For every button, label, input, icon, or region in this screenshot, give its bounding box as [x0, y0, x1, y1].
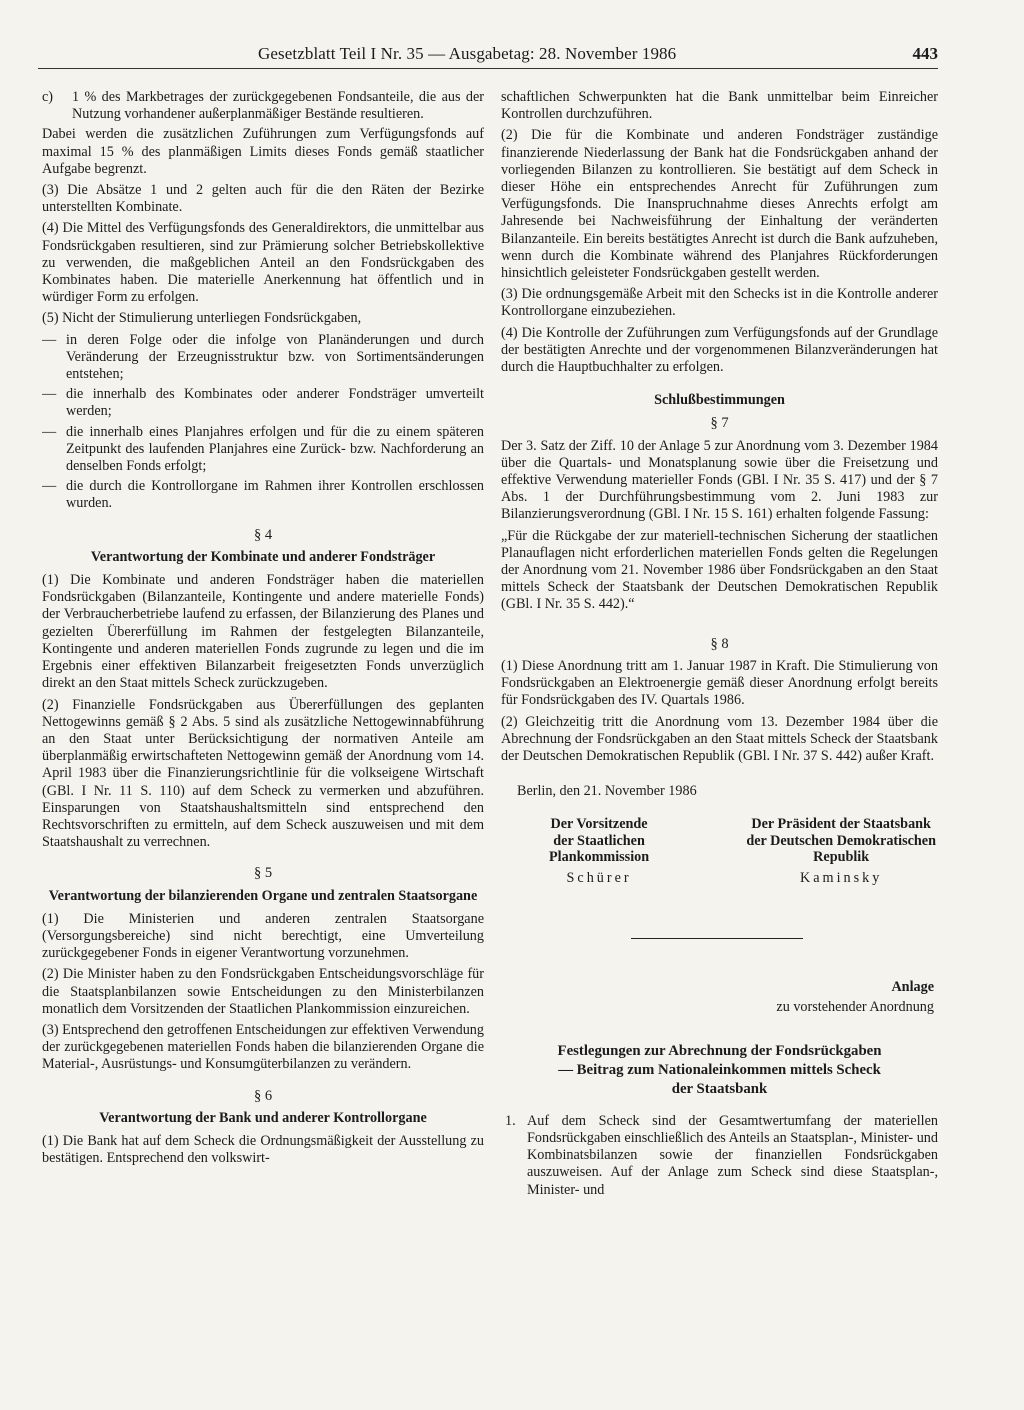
- signatory-name: Schürer: [566, 869, 632, 886]
- section-number: § 5: [253, 865, 273, 882]
- annex-title: [501, 1042, 938, 1099]
- paragraph: (1) Die Bank hat auf dem Scheck die Ordnungsmäßigkeit der Ausstellung zu bestätigen. Entsprechend den volkswirt-: [42, 1132, 484, 1167]
- section-number: § 8: [710, 635, 729, 652]
- header-title: Gesetzblatt Teil I Nr. 35 — Ausgabetag: 28. November 1986: [258, 44, 677, 63]
- quoted-paragraph: „Für die Rückgabe der zur materiell-technischen Sicherung der staatlichen Planauflagen nicht erforderlichen materiellen Fonds gelten die Regelungen der Anordnung vom 21. November 1986 über Fondsrückgaben an den Staat mittels Scheck der Staatsbank der Deutschen Demokratischen Republik (GBl. I Nr. 35 S. 442).“: [501, 527, 938, 613]
- dash-item: [42, 424, 484, 476]
- separator-rule: [631, 938, 803, 939]
- dash-marker: —: [42, 423, 57, 440]
- paragraph: (1) Die Kombinate und anderen Fondsträger haben die materiellen Fondsrückgaben (Bilanzanteile, Kontingente und andere materielle Fonds) der Verbraucherbetriebe laufend zu erfassen, der Bilanzierung des Planes und gezielten Übererfüllung im Rahmen der festgelegten Bilanzanteile, Kontingente und anderen materiellen Fonds zugrunde zu legen und die im Ergebnis einer effektiven Bilanzarbeit freigesetzten Fonds unverzüglich direkt an den Staat mittels Scheck zurückzugeben.: [42, 572, 484, 692]
- paragraph: (5) Nicht der Stimulierung unterliegen Fondsrückgaben,: [42, 310, 362, 327]
- list-item-text: 1 % des Markbetrages der zurückgegebenen Fondsanteile, die aus der Nutzung vorhandener außerplanmäßiger Bestände resultieren.: [72, 89, 484, 123]
- paragraph: (1) Diese Anordnung tritt am 1. Januar 1987 in Kraft. Die Stimulierung von Fondsrückgaben an Elektroenergie gemäß dieser Anordnung erfolgt bereits für Fondsrückgaben des IV. Quartals 1986.: [501, 657, 938, 709]
- paragraph: schaftlichen Schwerpunkten hat die Bank unmittelbar beim Einreicher Kontrollen durchzuführen.: [501, 89, 938, 123]
- section-number: § 7: [710, 415, 729, 432]
- dash-item-text: die innerhalb eines Planjahres erfolgen und für die zu einem späteren Zeitpunkt des laufenden Planjahres eine Zurück- bzw. Nachforderung an denselben Fonds erfolgt;: [66, 423, 484, 475]
- sig-title-line: Der Präsident der Staatsbank: [751, 816, 931, 833]
- signature-right: [746, 816, 936, 886]
- dash-marker: —: [42, 478, 57, 495]
- dash-item-text: die durch die Kontrollorgane im Rahmen ihrer Kontrollen erschlossen wurden.: [66, 478, 484, 512]
- paragraph: Dabei werden die zusätzlichen Zuführungen zum Verfügungsfonds auf maximal 15 % des planmäßigen Limits dieses Fonds gemäß staatlicher Aufgabe begrenzt.: [42, 126, 484, 177]
- paragraph: (2) Gleichzeitig tritt die Anordnung vom 13. Dezember 1984 über die Abrechnung der Fondsrückgaben an den Staat mittels Scheck der Staatsbank der Deutschen Demokratischen Republik (GBl. I Nr. 37 S. 442) außer Kraft.: [501, 713, 938, 764]
- paragraph: (4) Die Kontrolle der Zuführungen zum Verfügungsfonds auf der Grundlage der bestätigten Anrechte und der vorgenommenen Bilanzveränderungen hat durch die Hauptbuchhalter zu erfolgen.: [501, 324, 938, 376]
- annex-title-line: der Staatsbank: [671, 1080, 768, 1097]
- dash-marker: —: [42, 386, 57, 403]
- numbered-item: [501, 1113, 938, 1199]
- paragraph: (4) Die Mittel des Verfügungsfonds des Generaldirektors, die unmittelbar aus Fondsrückgaben resultieren, sind zur Prämierung solcher Betriebskollektive zu verwenden, die maßgeblichen Anteil an den Fondsrückgaben des Kombinates haben. Die materielle Anerkennung hat öffentlich und in würdiger Form zu erfolgen.: [42, 220, 484, 306]
- dash-item: [42, 332, 484, 384]
- list-item-c: [42, 89, 484, 123]
- dash-item: [42, 478, 484, 512]
- paragraph: (3) Entsprechend den getroffenen Entscheidungen zur effektiven Verwendung der zurückgegebenen materiellen Fonds haben die bilanzierenden Organe die Material-, Ausrüstungs- und Konsumgüterbilanzen zu verändern.: [42, 1021, 484, 1073]
- signatory-name: Kaminsky: [799, 869, 883, 886]
- dash-item-text: die innerhalb des Kombinates oder anderer Fondsträger umverteilt werden;: [66, 386, 484, 420]
- section-number: § 4: [253, 526, 273, 543]
- item-text: Auf dem Scheck sind der Gesamtwertumfang der materiellen Fondsrückgaben einschließlich des Anteils an Staatsplan-, Minister- und Kombinatsbilanzen sowie der finanziellen Fondsrückgaben auszuweisen. Auf der Anlage zum Scheck sind diese Staatsplan-, Minister- und: [527, 1112, 938, 1198]
- place-date: Berlin, den 21. November 1986: [517, 783, 697, 800]
- section-heading: Verantwortung der Bank und anderer Kontrollorgane: [99, 1109, 427, 1126]
- section-heading: Verantwortung der Kombinate und anderer Fondsträger: [90, 548, 436, 565]
- paragraph: Der 3. Satz der Ziff. 10 der Anlage 5 zur Anordnung vom 3. Dezember 1984 über die Quartals- und Monatsplanung sowie über die Freisetzung und effektive Verwendung materieller Fonds (GBl. I Nr. 35 S. 417) und der § 7 Abs. 1 der Durchführungsbestimmung vom 2. Juni 1983 zur Bilanzierungsverordnung (GBl. I Nr. 15 S. 161) erhalten folgende Fassung:: [501, 437, 938, 523]
- header-rule: [38, 68, 938, 69]
- sig-title-line: Der Vorsitzende: [550, 816, 648, 833]
- paragraph: (3) Die ordnungsgemäße Arbeit mit den Schecks ist in die Kontrolle anderer Kontrollorgane einzubeziehen.: [501, 286, 938, 320]
- signature-block: [501, 816, 938, 886]
- paragraph: (3) Die Absätze 1 und 2 gelten auch für die den Räten der Bezirke unterstellten Kombinate.: [42, 182, 484, 216]
- annex-label: Anlage: [891, 979, 934, 996]
- annex-subtitle: zu vorstehender Anordnung: [776, 998, 934, 1015]
- right-column: [501, 89, 938, 1379]
- dash-item-text: in deren Folge oder die infolge von Planänderungen und durch Veränderung der Erzeugnisstruktur bzw. von Sortimentsänderungen entstehen;: [66, 331, 484, 383]
- paragraph: (2) Finanzielle Fondsrückgaben aus Übererfüllungen des geplanten Nettogewinns gemäß § 2 Abs. 5 sind als zusätzliche Nettogewinnabführung an den Staat unter Berücksichtigung der normativen Anteile am überplanmäßig erwirtschafteten Nettogewinn gemäß der Anordnung vom 14. April 1983 über die Finanzierungsrichtlinie für die volkseigene Wirtschaft (GBl. I Nr. 11 S. 110) auf dem Scheck zu vermerken und abzuführen. Einsparungen von Staatshaushaltsmitteln sind entsprechend den Rechtsvorschriften zu ermitteln, auf dem Scheck auszuweisen und mit dem Staatshaushalt zu verrechnen.: [42, 696, 484, 851]
- paragraph: (1) Die Ministerien und anderen zentralen Staatsorgane (Versorgungsbereiche) sind nicht berechtigt, eine Umverteilung zurückgegebener Fonds in eigener Verantwortung vorzunehmen.: [42, 910, 484, 962]
- signature-left: [549, 816, 649, 886]
- section-heading: Verantwortung der bilanzierenden Organe und zentralen Staatsorgane: [48, 887, 478, 904]
- page-header: [258, 44, 938, 66]
- sig-title-line: Republik: [813, 849, 870, 866]
- dash-marker: —: [42, 331, 57, 348]
- section-heading: Schlußbestimmungen: [654, 392, 785, 409]
- paragraph: (2) Die für die Kombinate und anderen Fondsträger zuständige finanzierende Niederlassung der Bank hat die Fondsrückgaben anhand der vorliegenden Bilanzen zu kontrollieren. Sie bestätigt auf dem Scheck in dieser Höhe ein entsprechendes Anrecht für Zuführungen zum Verfügungsfonds. Die Inanspruchnahme dieses Anrechts erfolgt am Jahresende bei Nachweisführung der Einhaltung der veränderten Bilanzanteile. Ein bereits bestätigtes Anrecht ist durch die Bank aufzuheben, wenn durch die Kombinate während des Planjahres Rückforderungen hinsichtlich geleisteter Fondsrückgaben gestellt werden.: [501, 127, 938, 282]
- section-number: § 6: [253, 1087, 273, 1104]
- sig-title-line: der Deutschen Demokratischen: [746, 832, 936, 849]
- left-column: [42, 89, 484, 1379]
- page-number: 443: [912, 44, 938, 63]
- item-number: 1.: [505, 1112, 516, 1129]
- dash-item: [42, 386, 484, 420]
- paragraph: (2) Die Minister haben zu den Fondsrückgaben Entscheidungsvorschläge für die Staatsplanbilanzen sowie Entscheidungen zu den Ministerbilanzen monatlich dem Vorsitzenden der Staatlichen Plankommission einzureichen.: [42, 966, 484, 1017]
- annex-title-line: — Beitrag zum Nationaleinkommen mittels Scheck: [558, 1061, 881, 1078]
- annex-title-line: Festlegungen zur Abrechnung der Fondsrückgaben: [557, 1042, 882, 1059]
- sig-title-line: der Staatlichen: [553, 832, 645, 849]
- list-marker: c): [42, 89, 54, 105]
- sig-title-line: Plankommission: [549, 849, 650, 866]
